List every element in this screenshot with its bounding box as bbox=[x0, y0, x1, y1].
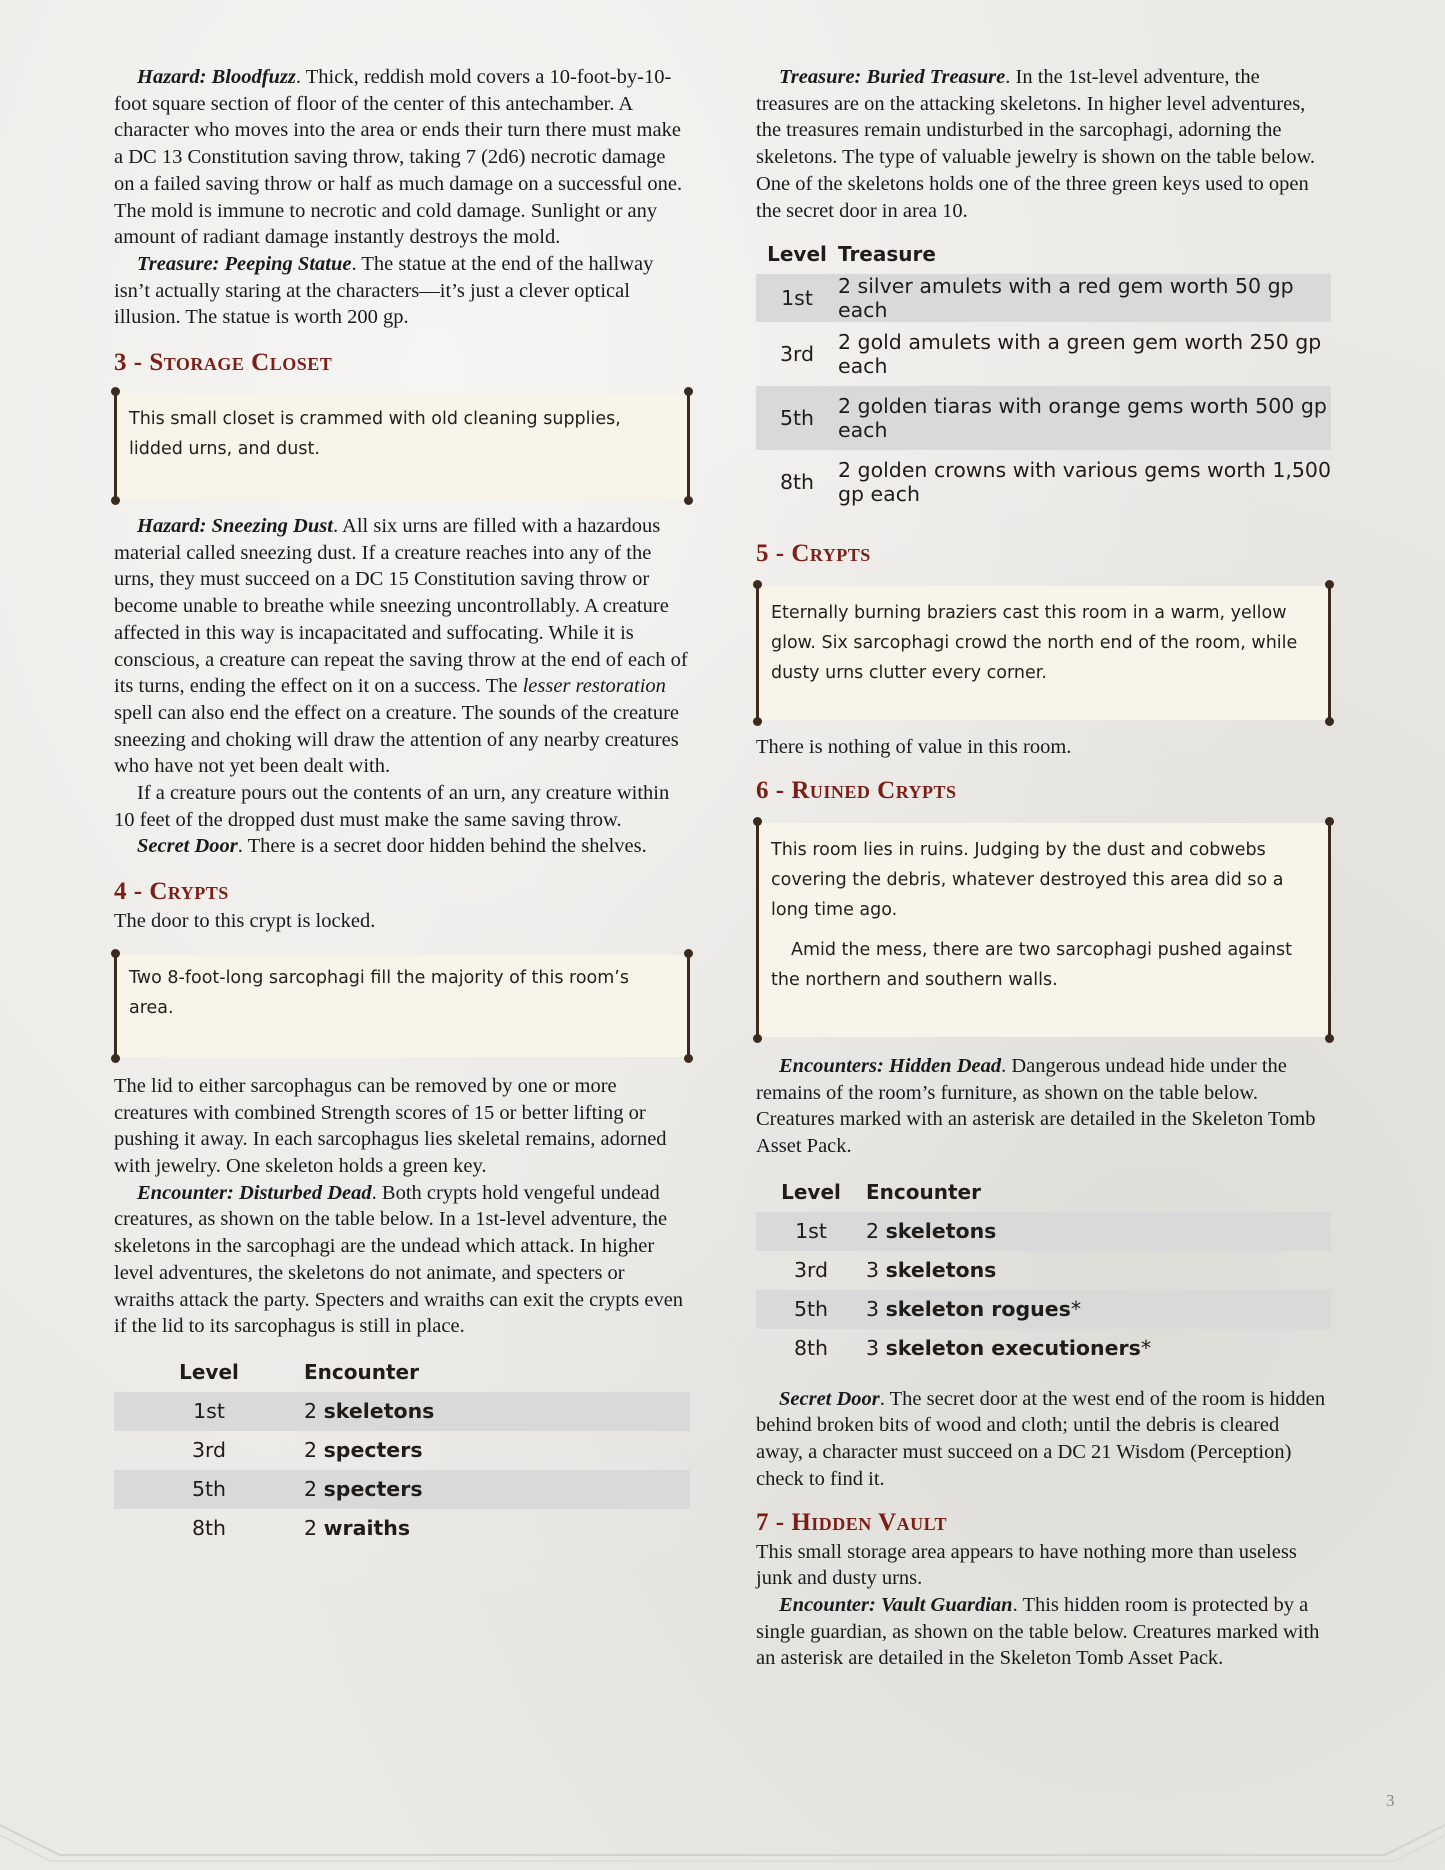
table-cell-level: 3rd bbox=[793, 1258, 829, 1283]
table-hidden-dead bbox=[756, 1172, 1331, 1368]
table-row bbox=[756, 1329, 1331, 1368]
table-header-level: Level bbox=[179, 1359, 239, 1384]
table-header-row bbox=[756, 234, 1331, 274]
text-secret-door-ruined: . The secret door at the west end of the room is hidden behind broken bits of wood and cloth; until the debris is cleared away, a character must succeed on a DC 21 Wisdom (Perception) check to find it. bbox=[756, 1387, 1326, 1490]
table-row bbox=[114, 1431, 690, 1470]
paragraph-sneezing-dust bbox=[114, 513, 690, 780]
table-cell-treasure: 2 golden tiaras with orange gems worth 500 gp each bbox=[838, 386, 1331, 450]
heading-ruined-crypts bbox=[756, 775, 1331, 807]
encounter-count: 2 bbox=[304, 1477, 318, 1502]
table-cell-level: 8th bbox=[191, 1516, 227, 1541]
paragraph-hidden-dead bbox=[756, 1053, 1331, 1160]
table-cell-level: 8th bbox=[793, 1336, 829, 1361]
monster-name: skeletons bbox=[885, 1219, 997, 1244]
table-cell-encounter bbox=[866, 1329, 1331, 1368]
paragraph-urn-pour: If a creature pours out the contents of an urn, any creature within 10 feet of the dropped dust must make the same saving throw. bbox=[114, 782, 670, 831]
table-cell-level: 3rd bbox=[191, 1438, 227, 1463]
monster-name: specters bbox=[323, 1438, 423, 1463]
table-header-row bbox=[756, 1172, 1331, 1212]
heading-crypts-5 bbox=[756, 538, 1331, 570]
text-lesser-restoration: lesser restoration bbox=[522, 675, 666, 698]
readaloud-text-ruined-crypts-a: This room lies in ruins. Judging by the dust and cobwebs covering the debris, whatever destroyed this area did so a long time ago. bbox=[771, 839, 1284, 920]
table-row bbox=[756, 1212, 1331, 1251]
readaloud-box-storage-closet bbox=[114, 393, 690, 499]
table-disturbed-dead bbox=[114, 1352, 690, 1548]
table-cell-level: 8th bbox=[779, 470, 815, 495]
page-number: 3 bbox=[1386, 1791, 1395, 1810]
text-buried-treasure: . In the 1st-level adventure, the treasures are on the attacking skeletons. In higher level adventures, the treasures remain undisturbed in the sarcophagi, adorning the skeletons. The type of valuable jewelry is shown on the table below. One of the skeletons holds one of the three green keys used to open the secret door in area 10. bbox=[756, 66, 1316, 222]
encounter-count: 2 bbox=[304, 1399, 318, 1424]
table-header-level: Level bbox=[781, 1179, 841, 1204]
text-sneezing-dust-a: . All six urns are filled with a hazardous material called sneezing dust. If a creature reaches into any of the urns, they must succeed on a DC 15 Constitution saving throw or become unable to breathe while sneezing uncontrollably. A creature affected in this way is incapacitated and suffocating. While it is conscious, a creature can repeat the saving throw at the end of each of its turns, ending the effect on it on a success. The bbox=[114, 515, 688, 698]
heading-storage-closet-text: 3 - Storage Closet bbox=[114, 349, 333, 377]
table-header-encounter: Encounter bbox=[866, 1179, 981, 1204]
encounter-count: 2 bbox=[866, 1219, 880, 1244]
table-row bbox=[756, 1290, 1331, 1329]
text-secret-door-closet: . There is a secret door hidden behind the shelves. bbox=[237, 835, 647, 858]
readaloud-text-ruined-crypts-b: Amid the mess, there are two sarcophagi pushed against the northern and southern walls. bbox=[771, 939, 1292, 990]
label-buried-treasure: Treasure: Buried Treasure bbox=[779, 66, 1006, 88]
paragraph-crypt-locked: The door to this crypt is locked. bbox=[114, 910, 376, 933]
encounter-count: 3 bbox=[866, 1336, 880, 1361]
table-row bbox=[114, 1509, 690, 1548]
readaloud-box-crypts-5 bbox=[756, 586, 1331, 720]
monster-name: skeletons bbox=[885, 1258, 997, 1283]
footer-ornament bbox=[0, 1795, 1445, 1870]
right-column bbox=[756, 64, 1331, 1672]
heading-hidden-vault-text: 7 - Hidden Vault bbox=[756, 1508, 947, 1536]
paragraph-peeping-statue bbox=[114, 251, 690, 331]
table-cell-level: 1st bbox=[114, 1392, 304, 1431]
table-cell-level: 3rd bbox=[779, 342, 815, 367]
paragraph-bloodfuzz bbox=[114, 64, 690, 251]
table-cell-level: 5th bbox=[756, 1290, 866, 1329]
table-cell-encounter bbox=[304, 1392, 690, 1431]
table-row bbox=[114, 1470, 690, 1509]
table-cell-level: 5th bbox=[756, 386, 838, 450]
table-row bbox=[756, 1251, 1331, 1290]
monster-name: wraiths bbox=[323, 1516, 411, 1541]
heading-storage-closet bbox=[114, 347, 690, 379]
table-row bbox=[756, 274, 1331, 322]
encounter-count: 3 bbox=[866, 1297, 880, 1322]
table-cell-encounter bbox=[304, 1431, 690, 1470]
heading-crypts-4-text: 4 - Crypts bbox=[114, 878, 229, 906]
table-buried-treasure bbox=[756, 234, 1331, 514]
readaloud-text-crypts-4: Two 8-foot-long sarcophagi fill the majority of this room’s area. bbox=[129, 967, 629, 1018]
table-cell-treasure: 2 silver amulets with a red gem worth 50 gp each bbox=[838, 274, 1331, 322]
paragraph-secret-door-closet bbox=[114, 833, 690, 860]
label-sneezing-dust: Hazard: Sneezing Dust bbox=[137, 515, 333, 538]
text-peeping-statue: . The statue at the end of the hallway isn’t actually staring at the characters—it’s just a clever optical illusion. The statue is worth 200 gp. bbox=[114, 252, 654, 329]
heading-crypts-4 bbox=[114, 876, 690, 908]
table-cell-treasure: 2 golden crowns with various gems worth 1,500 gp each bbox=[838, 458, 1332, 507]
paragraph-secret-door-ruined bbox=[756, 1386, 1331, 1493]
table-row bbox=[756, 322, 1331, 386]
table-cell-level: 1st bbox=[756, 274, 838, 322]
table-row bbox=[756, 386, 1331, 450]
asterisk-mark: * bbox=[1070, 1297, 1082, 1322]
heading-crypts-5-text: 5 - Crypts bbox=[756, 540, 871, 568]
table-cell-encounter bbox=[866, 1212, 1331, 1251]
paragraph-disturbed-dead bbox=[114, 1180, 690, 1340]
paragraph-sarcophagus-lid: The lid to either sarcophagus can be removed by one or more creatures with combined Strength scores of 15 or better lifting or pushing it away. In each sarcophagus lies skeletal remains, adorned with jewelry. One skeleton holds a green key. bbox=[114, 1074, 667, 1177]
monster-name: specters bbox=[323, 1477, 423, 1502]
label-disturbed-dead: Encounter: Disturbed Dead bbox=[137, 1181, 372, 1204]
table-row bbox=[114, 1392, 690, 1431]
text-sneezing-dust-b: spell can also end the effect on a creature. The sounds of the creature sneezing and choking will draw the attention of any nearby creatures who have not yet been dealt with. bbox=[114, 701, 680, 778]
encounter-count: 2 bbox=[304, 1438, 318, 1463]
label-hidden-dead: Encounters: Hidden Dead bbox=[779, 1054, 1002, 1077]
paragraph-buried-treasure bbox=[756, 64, 1331, 224]
text-vault-guardian: . This hidden room is protected by a single guardian, as shown on the table below. Creatures marked with an asterisk are detailed in the Skeleton Tomb Asset Pack. bbox=[756, 1593, 1320, 1670]
table-cell-level: 1st bbox=[756, 1212, 866, 1251]
label-vault-guardian: Encounter: Vault Guardian bbox=[779, 1593, 1013, 1616]
readaloud-text-storage-closet: This small closet is crammed with old cleaning supplies, lidded urns, and dust. bbox=[129, 409, 621, 460]
text-disturbed-dead: . Both crypts hold vengeful undead creatures, as shown on the table below. In a 1st-level adventure, the skeletons in the sarcophagi are the undead which attack. In higher level adventures, the skeletons do not animate, and specters or wraiths attack the party. Specters and wraiths can exit the crypts even if the lid to its sarcophagus is still in place. bbox=[114, 1181, 684, 1338]
monster-name: skeleton executioners bbox=[885, 1336, 1141, 1361]
table-cell-level: 5th bbox=[114, 1470, 304, 1509]
encounter-count: 2 bbox=[304, 1516, 318, 1541]
table-header-level: Level bbox=[767, 242, 827, 267]
monster-name: skeletons bbox=[323, 1399, 435, 1424]
heading-hidden-vault bbox=[756, 1507, 1331, 1539]
table-cell-encounter bbox=[866, 1251, 1331, 1290]
asterisk-mark: * bbox=[1140, 1336, 1152, 1361]
readaloud-box-ruined-crypts bbox=[756, 823, 1331, 1037]
table-header-treasure: Treasure bbox=[838, 242, 936, 267]
paragraph-hidden-vault-intro: This small storage area appears to have nothing more than useless junk and dusty urns. bbox=[756, 1540, 1297, 1590]
readaloud-text-crypts-5: Eternally burning braziers cast this room in a warm, yellow glow. Six sarcophagi crowd the north end of the room, while dusty urns clutter every corner. bbox=[771, 603, 1298, 684]
label-bloodfuzz: Hazard: Bloodfuzz bbox=[137, 66, 296, 88]
table-cell-encounter bbox=[866, 1290, 1331, 1329]
paragraph-vault-guardian bbox=[756, 1592, 1331, 1672]
table-header-row bbox=[114, 1352, 690, 1392]
table-cell-treasure: 2 gold amulets with a green gem worth 250 gp each bbox=[838, 330, 1322, 379]
text-bloodfuzz: . Thick, reddish mold covers a 10-foot-by-10-foot square section of floor of the center of this antechamber. A character who moves into the area or ends their turn there must make a DC 13 Constitution saving throw, taking 7 (2d6) necrotic damage on a failed saving throw or half as much damage on a successful one. The mold is immune to necrotic and cold damage. Sunlight or any amount of radiant damage instantly destroys the mold. bbox=[114, 66, 683, 249]
encounter-count: 3 bbox=[866, 1258, 880, 1283]
left-column bbox=[114, 64, 690, 1548]
table-header-encounter: Encounter bbox=[304, 1359, 419, 1384]
table-cell-encounter bbox=[304, 1470, 690, 1509]
label-peeping-statue: Treasure: Peeping Statue bbox=[137, 252, 352, 275]
label-secret-door-closet: Secret Door bbox=[137, 835, 238, 858]
table-row bbox=[756, 450, 1331, 514]
monster-name: skeleton rogues bbox=[885, 1297, 1071, 1322]
label-secret-door-ruined: Secret Door bbox=[779, 1387, 880, 1410]
table-cell-encounter bbox=[304, 1509, 690, 1548]
paragraph-nothing-of-value: There is nothing of value in this room. bbox=[756, 736, 1072, 759]
text-hidden-dead: . Dangerous undead hide under the remains of the room’s furniture, as shown on the table below. Creatures marked with an asterisk are detailed in the Skeleton Tomb Asset Pack. bbox=[756, 1054, 1316, 1158]
heading-ruined-crypts-text: 6 - Ruined Crypts bbox=[756, 776, 957, 804]
readaloud-box-crypts-4 bbox=[114, 955, 690, 1057]
